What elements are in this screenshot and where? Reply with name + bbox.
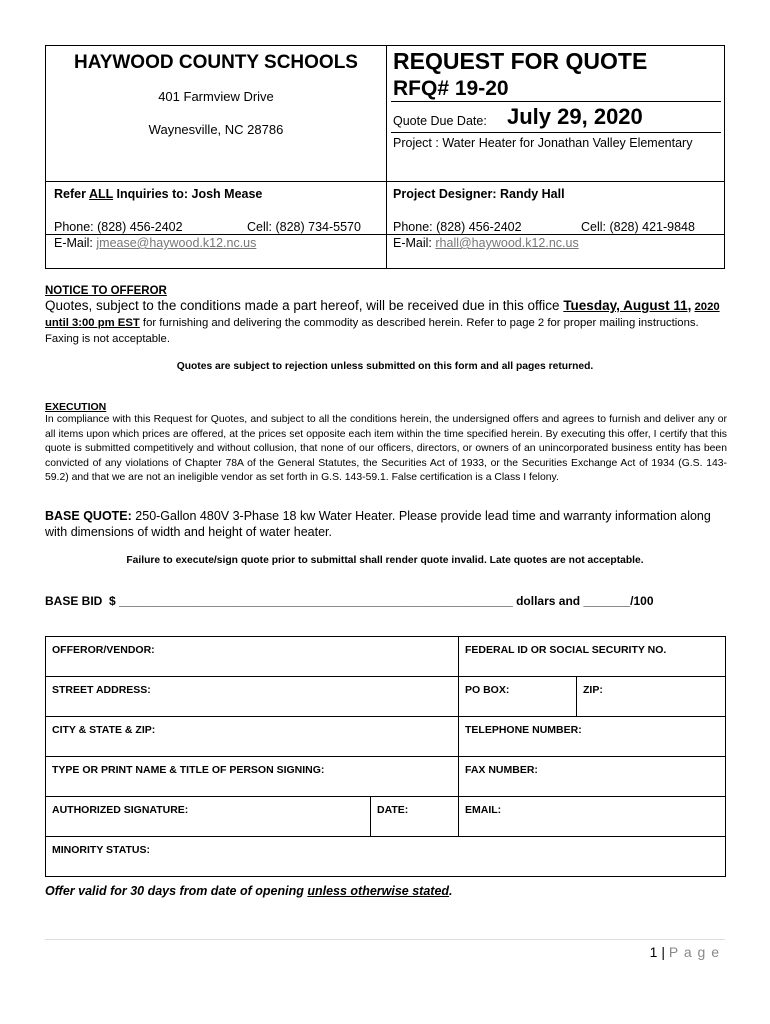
header-box xyxy=(45,45,725,269)
inquiries-all: ALL xyxy=(88,187,114,201)
failure-note: Failure to execute/sign quote prior to submittal shall render quote invalid. Late quotes are not acceptable. xyxy=(126,555,644,566)
rfq-number: RFQ# 19-20 xyxy=(393,77,509,100)
print-name-field[interactable]: TYPE OR PRINT NAME & TITLE OF PERSON SIGNING: xyxy=(46,757,459,797)
page-footer xyxy=(650,944,720,960)
designer-heading: Project Designer: Randy Hall xyxy=(393,187,565,201)
project-text: Water Heater for Jonathan Valley Elementary xyxy=(442,136,693,150)
contact-email-link[interactable]: jmease@haywood.k12.nc.us xyxy=(96,236,257,250)
offer-valid-suffix: . xyxy=(449,884,453,898)
due-date: July 29, 2020 xyxy=(507,104,643,129)
designer-email-row xyxy=(393,236,579,250)
designer-email-label: E-Mail: xyxy=(393,236,436,250)
due-date-label: Quote Due Date: xyxy=(393,114,487,128)
table-row xyxy=(46,637,726,677)
notice-paragraph xyxy=(45,298,727,347)
notice-deadline-time: 2020 until 3:00 pm EST xyxy=(45,301,720,329)
notice-text-after: for furnishing and delivering the commodity as described herein. Refer to page 2 for proper mailing instructions. Faxing is not acceptable. xyxy=(45,317,699,345)
street-address-field[interactable]: STREET ADDRESS: xyxy=(46,677,459,717)
org-address-line1: 401 Farmview Drive xyxy=(158,89,274,104)
page-number: 1 xyxy=(649,944,658,960)
table-row xyxy=(46,677,726,717)
org-name: HAYWOOD COUNTY SCHOOLS xyxy=(74,52,358,73)
offer-valid-underlined: unless otherwise stated xyxy=(307,884,450,898)
contact-email-label: E-Mail: xyxy=(54,236,97,250)
base-quote-text: 250-Gallon 480V 3-Phase 18 kw Water Heater. Please provide lead time and warranty information along with dimensions of width and height of water heater. xyxy=(45,509,711,539)
minority-status-field[interactable]: MINORITY STATUS: xyxy=(46,837,726,877)
footer-rule xyxy=(45,939,725,940)
project-description xyxy=(393,135,693,151)
designer-cell: Cell: (828) 421-9848 xyxy=(581,220,695,234)
telephone-field[interactable]: TELEPHONE NUMBER: xyxy=(459,717,726,757)
offer-valid-prefix: Offer valid for 30 days from date of opening xyxy=(45,884,308,898)
inquiries-heading xyxy=(54,187,262,201)
offeror-field[interactable]: OFFEROR/VENDOR: xyxy=(46,637,459,677)
inquiries-prefix: Refer xyxy=(54,187,89,201)
execution-heading: EXECUTION xyxy=(45,401,107,413)
due-date-underline xyxy=(391,132,721,133)
designer-phone: Phone: (828) 456-2402 xyxy=(393,220,522,234)
table-row xyxy=(46,757,726,797)
contact-left-divider xyxy=(46,234,386,235)
contact-email-row xyxy=(54,236,256,250)
inquiries-contact-name: Inquiries to: Josh Mease xyxy=(113,187,263,201)
base-bid-line[interactable]: BASE BID $ ___________________________________________________________ dollars and _______/100 xyxy=(45,594,654,608)
city-state-zip-field[interactable]: CITY & STATE & ZIP: xyxy=(46,717,459,757)
po-box-field[interactable]: PO BOX: xyxy=(459,677,577,717)
contact-phone: Phone: (828) 456-2402 xyxy=(54,220,183,234)
rejection-note: Quotes are subject to rejection unless submitted on this form and all pages returned. xyxy=(176,361,594,372)
table-row xyxy=(46,717,726,757)
fax-field[interactable]: FAX NUMBER: xyxy=(459,757,726,797)
federal-id-field[interactable]: FEDERAL ID OR SOCIAL SECURITY NO. xyxy=(459,637,726,677)
org-address-line2: Waynesville, NC 28786 xyxy=(148,122,284,137)
rfq-underline xyxy=(391,101,721,102)
base-quote-label: BASE QUOTE: xyxy=(45,509,132,523)
page-separator: | xyxy=(657,944,669,960)
header-divider-vertical xyxy=(386,46,387,269)
base-quote xyxy=(45,509,727,540)
designer-email-link[interactable]: rhall@haywood.k12.nc.us xyxy=(435,236,579,250)
table-row xyxy=(46,797,726,837)
notice-deadline-day: Tuesday, August 11, xyxy=(563,298,692,313)
notice-text-before: Quotes, subject to the conditions made a part hereof, will be received due in this office xyxy=(45,298,564,313)
page-title: REQUEST FOR QUOTE xyxy=(393,48,648,74)
vendor-form-table xyxy=(45,636,726,877)
offer-valid-note xyxy=(45,884,453,898)
contact-cell: Cell: (828) 734-5570 xyxy=(247,220,361,234)
email-field[interactable]: EMAIL: xyxy=(459,797,726,837)
contact-right-divider xyxy=(387,234,725,235)
execution-text: In compliance with this Request for Quotes, and subject to all the conditions herein, the undersigned offers and agrees to furnish and deliver any or all items upon which prices are offered, at the prices set opposite each item within the time specified herein. By executing this offer, I certify that this quote is submitted competitively and without collusion, that none of our officers, directors, or owners of an unincorporated business entity has been convicted of any violations of Chapter 78A of the General Statutes, the Securities Act of 1933, or the Securities Exchange Act of 1934 (G.S. 143-59.2) and that we are not an ineligible vendor as set forth in G.S. 143-59.1. False certification is a Class I felony. xyxy=(45,414,727,484)
header-divider-horizontal xyxy=(46,181,725,182)
notice-heading: NOTICE TO OFFEROR xyxy=(45,285,167,297)
project-label: Project : xyxy=(393,136,439,150)
date-field[interactable]: DATE: xyxy=(371,797,459,837)
signature-field[interactable]: AUTHORIZED SIGNATURE: xyxy=(46,797,371,837)
page-word: P a g e xyxy=(668,944,720,960)
table-row xyxy=(46,837,726,877)
zip-field[interactable]: ZIP: xyxy=(577,677,726,717)
